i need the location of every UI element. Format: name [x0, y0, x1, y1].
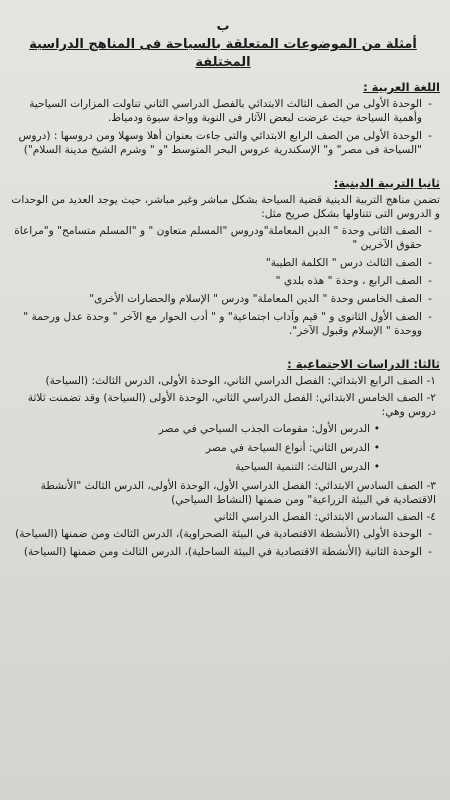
social-lessons-list	[6, 422, 440, 474]
religion-item: - الصف الثالث درس " الكلمة الطيبة"	[6, 256, 432, 270]
religion-item: - الصف الثانى وحدة " الدين المعاملة"ودروس "المسلم متعاون " و "المسلم متسامح" و"مراعاة حقوق الآخرين "	[6, 224, 432, 252]
religion-item: - الصف الأول الثانوى و " قيم وآداب اجتماعية" و " أدب الحوار مع الآخر " وحدة عدل ورحمة " ووحدة " الإسلام وقبول الآخر".	[6, 310, 432, 338]
lesson-item: • الدرس الأول: مقومات الجذب السياحي في مصر	[6, 422, 380, 436]
section-heading-arabic: اللغة العربية :	[363, 80, 440, 94]
social-item-3: ٣- الصف السادس الابتدائي: الفصل الدراسي الأول، الوحدة الأولى، الدرس الثالث "الأنشطة الاقتصادية في البيئة الزراعية" ومن ضمنها (النشاط السياحي)	[40, 480, 436, 506]
lesson-item: • الدرس الثالث: التنمية السياحية	[6, 460, 380, 474]
section-heading-social: ثالثا: الدراسات الاجتماعية :	[287, 357, 440, 371]
arabic-item-1: - الوحدة الأولى من الصف الثالث الابتدائي بالفصل الدراسي الثاني تناولت المزارات السياحية وأهمية السياحة حيث عرضت لبعض الآثار فى النوبة وواحة سيوة ودمياط.	[6, 97, 432, 125]
header-fragment: ب	[216, 19, 230, 34]
religion-intro: تضمن مناهج التربية الدينية قضية السياحة بشكل مباشر وغير مباشر، حيث يوجد العديد من الوحدات و الدروس التى تتناولها بشكل صريح مثل:	[11, 194, 440, 220]
arabic-item-2: - الوحدة الأولى من الصف الرابع الابتدائي والتى جاءت بعنوان أهلا وسهلا ومن دروسها : (دروس "السياحة فى مصر" و" الإسكندرية عروس البحر المتوسط "و " وشرم الشيخ مدينة السلام")	[6, 129, 432, 157]
religion-list	[6, 224, 440, 338]
unit-item: - الوحدة الثانية (الأنشطة الاقتصادية في البيئة الساحلية)، الدرس الثالث ومن ضمنها (السياحة)	[6, 545, 432, 559]
social-item-4: ٤- الصف السادس الابتدائي: الفصل الدراسي الثاني	[213, 511, 436, 523]
social-item-1: ١- الصف الرابع الابتدائي: الفصل الدراسي الثاني، الوحدة الأولى، الدرس الثالث: (السياحة)	[45, 375, 436, 387]
section-heading-religion: ثانيا التربية الدينية:	[333, 176, 440, 190]
arabic-list	[6, 97, 440, 157]
unit-item: - الوحدة الأولى (الأنشطة الاقتصادية في البيئة الصحراوية)، الدرس الثالث ومن ضمنها (السياحة)	[6, 527, 432, 541]
page-title: أمثلة من الموضوعات المتعلقة بالسياحة فى المناهج الدراسية المختلفة	[29, 37, 417, 70]
religion-item: - الصف الرابع ، وحدة " هذه بلدي "	[6, 274, 432, 288]
social-item-2: ٢- الصف الخامس الابتدائي: الفصل الدراسي الثاني، الوحدة الأولى (السياحة) وقد تضمنت ثلاثة دروس وهي:	[27, 392, 436, 418]
lesson-item: • الدرس الثاني: أنواع السياحة في مصر	[6, 441, 380, 455]
religion-item: - الصف الخامس وحدة " الدين المعاملة" ودرس " الإسلام والحضارات الأخرى"	[6, 292, 432, 306]
social-units-list	[6, 527, 440, 559]
